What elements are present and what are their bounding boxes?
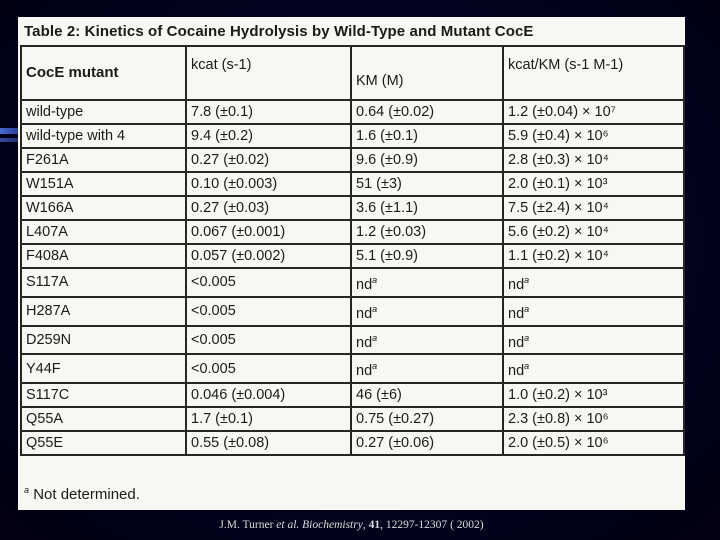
- table-cell: 1.0 (±0.2) × 10³: [503, 383, 684, 407]
- table-cell: 46 (±6): [351, 383, 503, 407]
- table-cell: wild-type with 4: [21, 124, 186, 148]
- citation-authors: J.M. Turner: [219, 519, 274, 531]
- table-cell: $nd^a$: [503, 297, 684, 326]
- table-cell: Y44F: [21, 354, 186, 383]
- table-cell: 2.3 (±0.8) × 10⁶: [503, 407, 684, 431]
- table-cell: 3.6 (±1.1): [351, 196, 503, 220]
- nd-marker: a: [524, 361, 530, 372]
- table-cell: 0.64 (±0.02): [351, 100, 503, 124]
- table-row: [21, 354, 684, 383]
- table-cell: 9.4 (±0.2): [186, 124, 351, 148]
- table-row: [21, 244, 684, 268]
- table-row: [21, 268, 684, 297]
- table-cell: $nd^a$: [351, 354, 503, 383]
- citation: J.M. Turner et al. Biochemistry, 41, 12297-12307 ( 2002): [219, 519, 484, 531]
- table-cell: 0.10 (±0.003): [186, 172, 351, 196]
- kinetics-table: [20, 45, 685, 456]
- footnote-marker: a: [24, 485, 30, 495]
- table-cell: 1.6 (±0.1): [351, 124, 503, 148]
- citation-volume: 41: [368, 519, 381, 531]
- table-cell: <0.005: [186, 297, 351, 326]
- table-cell: 0.27 (±0.02): [186, 148, 351, 172]
- table-body: [21, 100, 684, 455]
- nd-marker: a: [524, 275, 530, 285]
- table-cell: 5.1 (±0.9): [351, 244, 503, 268]
- table-cell: 51 (±3): [351, 172, 503, 196]
- scanned-table-image: [18, 17, 685, 510]
- table-cell: 0.27 (±0.06): [351, 431, 503, 455]
- citation-pages: 12297-12307: [385, 519, 448, 531]
- table-cell: $nd^a$: [503, 268, 684, 297]
- table-row: [21, 148, 684, 172]
- table-cell: <0.005: [186, 354, 351, 383]
- table-cell: Q55A: [21, 407, 186, 431]
- table-cell: 2.8 (±0.3) × 10⁴: [503, 148, 684, 172]
- table-cell: wild-type: [21, 100, 186, 124]
- table-cell: $nd^a$: [351, 268, 503, 297]
- table-cell: F408A: [21, 244, 186, 268]
- nd-marker: a: [372, 275, 378, 285]
- table-row: [21, 407, 684, 431]
- table-cell: $nd^a$: [503, 326, 684, 355]
- footnote-text: Not determined.: [33, 486, 140, 503]
- header-km: KM (M): [351, 46, 503, 100]
- table-row: [21, 220, 684, 244]
- decorative-bar: [0, 128, 18, 134]
- table-cell: 1.1 (±0.2) × 10⁴: [503, 244, 684, 268]
- table-cell: 0.067 (±0.001): [186, 220, 351, 244]
- table-cell: 5.6 (±0.2) × 10⁴: [503, 220, 684, 244]
- table-cell: 9.6 (±0.9): [351, 148, 503, 172]
- table-row: [21, 383, 684, 407]
- nd-marker: a: [372, 361, 378, 372]
- table-cell: 7.5 (±2.4) × 10⁴: [503, 196, 684, 220]
- nd-marker: a: [372, 303, 378, 314]
- table-cell: 1.2 (±0.03): [351, 220, 503, 244]
- header-kcat: kcat (s-1): [186, 46, 351, 100]
- table-cell: L407A: [21, 220, 186, 244]
- table-cell: 0.27 (±0.03): [186, 196, 351, 220]
- table-cell: <0.005: [186, 326, 351, 355]
- table-row: [21, 196, 684, 220]
- table-cell: $nd^a$: [351, 326, 503, 355]
- table-header-row: [21, 46, 684, 100]
- table-cell: $nd^a$: [351, 297, 503, 326]
- nd-marker: a: [372, 332, 378, 343]
- table-cell: F261A: [21, 148, 186, 172]
- table-cell: S117A: [21, 268, 186, 297]
- table-cell: $nd^a$: [503, 354, 684, 383]
- citation-etal: et al.: [276, 519, 300, 531]
- table-cell: Q55E: [21, 431, 186, 455]
- table-cell: 1.2 (±0.04) × 10⁷: [503, 100, 684, 124]
- table-row: [21, 100, 684, 124]
- table-row: [21, 431, 684, 455]
- table-row: [21, 326, 684, 355]
- table-row: [21, 297, 684, 326]
- table-cell: 2.0 (±0.5) × 10⁶: [503, 431, 684, 455]
- table-cell: 0.75 (±0.27): [351, 407, 503, 431]
- table-cell: 5.9 (±0.4) × 10⁶: [503, 124, 684, 148]
- table-cell: 2.0 (±0.1) × 10³: [503, 172, 684, 196]
- citation-year: ( 2002): [450, 519, 484, 531]
- table-cell: W166A: [21, 196, 186, 220]
- table-cell: S117C: [21, 383, 186, 407]
- footnote: [24, 485, 140, 503]
- table-title: Table 2: Kinetics of Cocaine Hydrolysis by Wild-Type and Mutant CocE: [24, 23, 534, 40]
- table-cell: H287A: [21, 297, 186, 326]
- header-mutant: CocE mutant: [21, 46, 186, 100]
- table-cell: 7.8 (±0.1): [186, 100, 351, 124]
- table-cell: D259N: [21, 326, 186, 355]
- decorative-bar: [0, 138, 18, 142]
- table-row: [21, 124, 684, 148]
- table-cell: 0.057 (±0.002): [186, 244, 351, 268]
- table-cell: <0.005: [186, 268, 351, 297]
- table-cell: 1.7 (±0.1): [186, 407, 351, 431]
- table-cell: 0.55 (±0.08): [186, 431, 351, 455]
- table-cell: W151A: [21, 172, 186, 196]
- table-row: [21, 172, 684, 196]
- citation-journal: Biochemistry: [302, 519, 363, 531]
- header-kcat-km: kcat/KM (s-1 M-1): [503, 46, 684, 100]
- nd-marker: a: [524, 303, 530, 314]
- table-cell: 0.046 (±0.004): [186, 383, 351, 407]
- nd-marker: a: [524, 332, 530, 343]
